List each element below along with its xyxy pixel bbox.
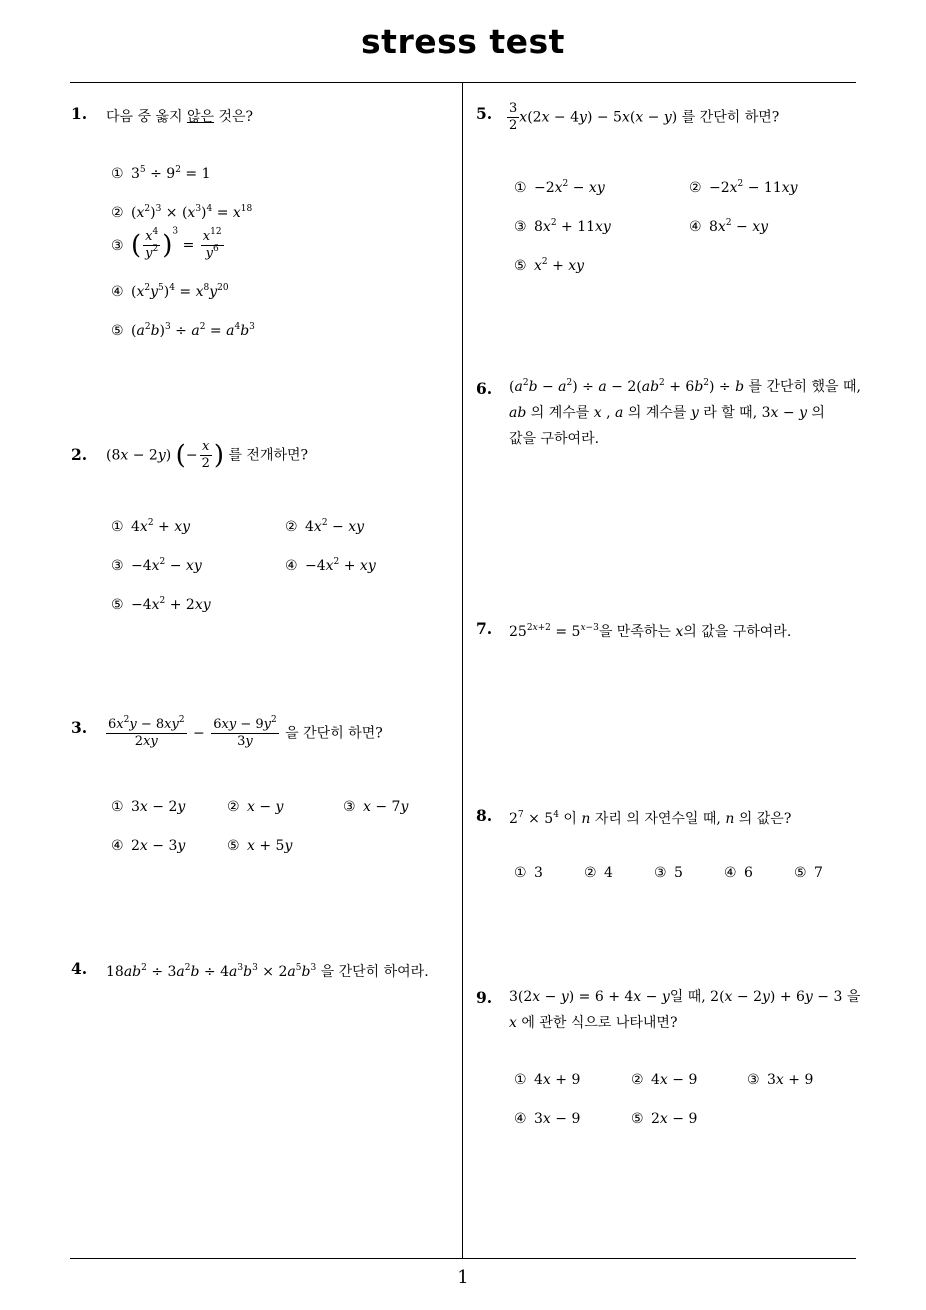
question-stem: $25^{2x+2} = 5^{x-3}$을 만족하는 x의 값을 구하여라. [509, 623, 792, 640]
page-title: stress test [361, 22, 565, 61]
question-number: 3. [71, 718, 88, 737]
question-number: 4. [71, 959, 88, 978]
question-stem: (8x − 2y) (− $\frac{x}{2}$ ) 를 전개하면? [106, 439, 309, 471]
choice-2[interactable]: ② x − y [227, 799, 284, 815]
question-stem: $\frac{6x^2y - 8xy^2}{2xy}$ − $\frac{6xy - 9y^2}{3y}$ 을 간단히 하면? [108, 715, 383, 749]
choice-2[interactable]: ② 4x − 9 [631, 1072, 698, 1088]
question-number: 5. [476, 104, 493, 123]
top-rule [70, 82, 856, 83]
choice-3[interactable]: ③ $8x^2 + 11xy$ [514, 218, 611, 235]
choice-1[interactable]: ① $4x^2$ + xy [111, 518, 191, 535]
choice-5[interactable]: ⑤ $-4x^2 + 2xy$ [111, 596, 211, 613]
choice-3[interactable]: ③ $-4x^2$ − xy [111, 557, 202, 574]
question-stem: $2^7 \times 5^4$ 이 n 자리 의 자연수일 때, n 의 값은? [509, 810, 792, 827]
choice-1[interactable]: ① $3^5 \div 9^2 = 1$ [111, 165, 211, 182]
question-number: 2. [71, 445, 88, 464]
choice-4[interactable]: ④ 2x − 3y [111, 838, 186, 854]
bottom-rule [70, 1258, 856, 1259]
choice-5[interactable]: ⑤ $x^2$ + xy [514, 257, 585, 274]
choice-1[interactable]: ① 4x + 9 [514, 1072, 581, 1088]
page-number: 1 [457, 1267, 469, 1288]
question-number: 1. [71, 104, 88, 123]
choice-4[interactable]: ④ 6 [724, 865, 753, 881]
choice-5[interactable]: ⑤ 2x − 9 [631, 1111, 698, 1127]
question-stem: 다음 중 옳지 않은 것은? [106, 109, 254, 125]
question-stem: $(a^2b - a^2) \div a - 2(ab^2 + 6b^2) \div b$ 를 간단히 했을 때, ab 의 계수를 x , a 의 계수를 y 라 할 때, 3x − y 의 값을 구하여라. [509, 378, 861, 447]
choice-3[interactable]: ③ x − 7y [343, 799, 409, 815]
choice-4[interactable]: ④ $-4x^2$ + xy [285, 557, 376, 574]
choice-5[interactable]: ⑤ x + 5y [227, 838, 293, 854]
choice-2[interactable]: ② $-2x^2 - 11xy$ [689, 179, 798, 196]
choice-1[interactable]: ① 3x − 2y [111, 799, 186, 815]
question-number: 6. [476, 379, 493, 398]
question-number: 9. [476, 988, 493, 1007]
choice-5[interactable]: ⑤ $(a^2b)^3 \div a^2 = a^4b^3$ [111, 322, 255, 339]
question-stem: $\frac{3}{2}$ x(2x − 4y) − 5x(x − y) 를 간단히 하면? [509, 101, 780, 133]
choice-2[interactable]: ② 4 [584, 865, 613, 881]
choice-1[interactable]: ① $-2x^2$ − xy [514, 179, 605, 196]
question-number: 7. [476, 619, 493, 638]
choice-5[interactable]: ⑤ 7 [794, 865, 823, 881]
choice-1[interactable]: ① 3 [514, 865, 543, 881]
choice-4[interactable]: ④ $8x^2$ − xy [689, 218, 769, 235]
choice-3[interactable]: ③ ( $\frac{x^4}{y^2}$ )$^3$ = $\frac{x^{12}}{y^6}$ [111, 226, 222, 261]
choice-4[interactable]: ④ $(x^2y^5)^4 = x^8y^{20}$ [111, 283, 229, 300]
question-number: 8. [476, 806, 493, 825]
choice-2[interactable]: ② $(x^2)^3 \times (x^3)^4 = x^{18}$ [111, 204, 253, 221]
question-stem: $18ab^2 \div 3a^2b \div 4a^3b^3 \times 2a^5b^3$ 을 간단히 하여라. [106, 963, 429, 980]
choice-4[interactable]: ④ 3x − 9 [514, 1111, 581, 1127]
column-divider [462, 83, 463, 1258]
choice-3[interactable]: ③ 5 [654, 865, 683, 881]
choice-2[interactable]: ② $4x^2$ − xy [285, 518, 365, 535]
choice-3[interactable]: ③ 3x + 9 [747, 1072, 814, 1088]
question-stem: 3(2x − y) = 6 + 4x − y일 때, 2(x − 2y) + 6y − 3 을 x 에 관한 식으로 나타내면? [509, 989, 861, 1031]
